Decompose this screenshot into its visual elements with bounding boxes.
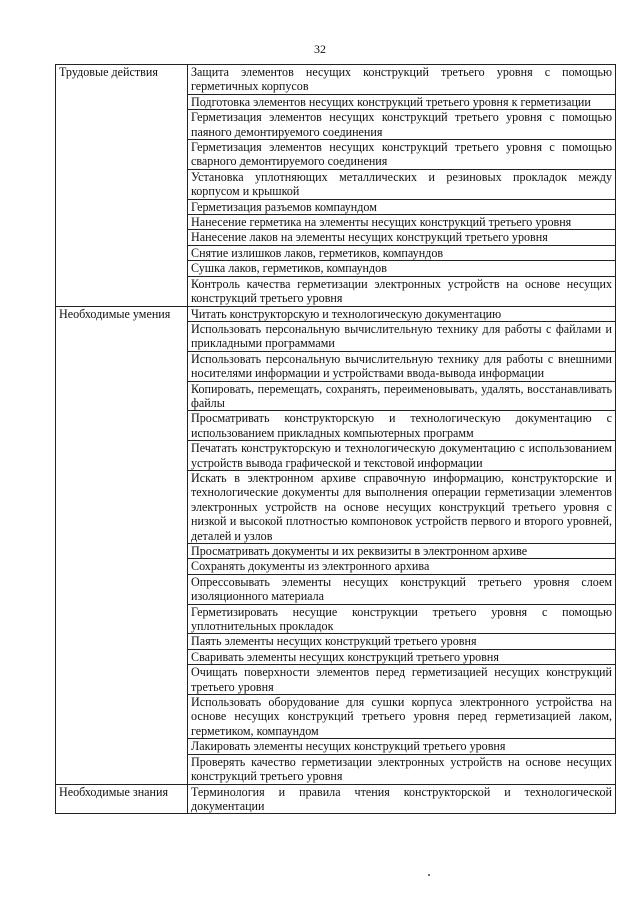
- section-item: Установка уплотняющих металлических и резиновых прокладок между корпусом и крышкой: [188, 169, 616, 199]
- section-item: Контроль качества герметизации электронных устройств на основе несущих конструкций третьего уровня: [188, 276, 616, 306]
- section-label: Необходимые знания: [56, 784, 188, 814]
- section-item: Снятие излишков лаков, герметиков, компаундов: [188, 245, 616, 260]
- requirements-table-body: [56, 65, 616, 814]
- section-item: Лакировать элементы несущих конструкций третьего уровня: [188, 739, 616, 754]
- section-item: Подготовка элементов несущих конструкций третьего уровня к герметизации: [188, 94, 616, 109]
- section-item: Искать в электронном архиве справочную информацию, конструкторские и технологические документы для выполнения операции герметизации элементов электронных устройств на основе несущих конструкций третьего уровня с низкой и высокой плотностью компоновок устройств первого и второго уровней, деталей и узлов: [188, 470, 616, 543]
- section-item: Просматривать конструкторскую и технологическую документацию с использованием прикладных компьютерных программ: [188, 411, 616, 441]
- section-item: Печатать конструкторскую и технологическую документацию с использованием устройств вывода графической и текстовой информации: [188, 441, 616, 471]
- page-number: 32: [314, 42, 326, 56]
- section-item: Читать конструкторскую и технологическую документацию: [188, 306, 616, 321]
- table-row: [56, 65, 616, 95]
- section-label: Необходимые умения: [56, 306, 188, 784]
- section-item: Использовать персональную вычислительную технику для работы с внешними носителями информации и устройствами ввода-вывода информации: [188, 351, 616, 381]
- scan-speck: [428, 874, 430, 876]
- section-item: Сохранять документы из электронного архива: [188, 559, 616, 574]
- section-item: Сушка лаков, герметиков, компаундов: [188, 261, 616, 276]
- section-item: Просматривать документы и их реквизиты в электронном архиве: [188, 544, 616, 559]
- table-row: [56, 784, 616, 814]
- section-item: Копировать, перемещать, сохранять, переименовывать, удалять, восстанавливать файлы: [188, 381, 616, 411]
- section-label: Трудовые действия: [56, 65, 188, 307]
- section-item: Нанесение лаков на элементы несущих конструкций третьего уровня: [188, 230, 616, 245]
- section-item: Герметизация элементов несущих конструкций третьего уровня с помощью паяного демонтируемого соединения: [188, 110, 616, 140]
- section-item: Терминология и правила чтения конструкторской и технологической документации: [188, 784, 616, 814]
- section-item: Использовать персональную вычислительную технику для работы с файлами и прикладными программами: [188, 321, 616, 351]
- section-item: Защита элементов несущих конструкций третьего уровня с помощью герметичных корпусов: [188, 65, 616, 95]
- section-item: Проверять качество герметизации электронных устройств на основе несущих конструкций третьего уровня: [188, 754, 616, 784]
- section-item: Опрессовывать элементы несущих конструкций третьего уровня слоем изоляционного материала: [188, 574, 616, 604]
- section-item: Паять элементы несущих конструкций третьего уровня: [188, 634, 616, 649]
- section-item: Герметизация элементов несущих конструкций третьего уровня с помощью сварного демонтируемого соединения: [188, 140, 616, 170]
- requirements-table: [55, 64, 616, 814]
- section-item: Сваривать элементы несущих конструкций третьего уровня: [188, 649, 616, 664]
- section-item: Использовать оборудование для сушки корпуса электронного устройства на основе несущих конструкций третьего уровня перед герметизацией лаком, герметиком, компаундом: [188, 695, 616, 739]
- section-item: Очищать поверхности элементов перед герметизацией несущих конструкций третьего уровня: [188, 665, 616, 695]
- section-item: Герметизировать несущие конструкции третьего уровня с помощью уплотнительных прокладок: [188, 604, 616, 634]
- table-row: [56, 306, 616, 321]
- section-item: Герметизация разъемов компаундом: [188, 199, 616, 214]
- section-item: Нанесение герметика на элементы несущих конструкций третьего уровня: [188, 215, 616, 230]
